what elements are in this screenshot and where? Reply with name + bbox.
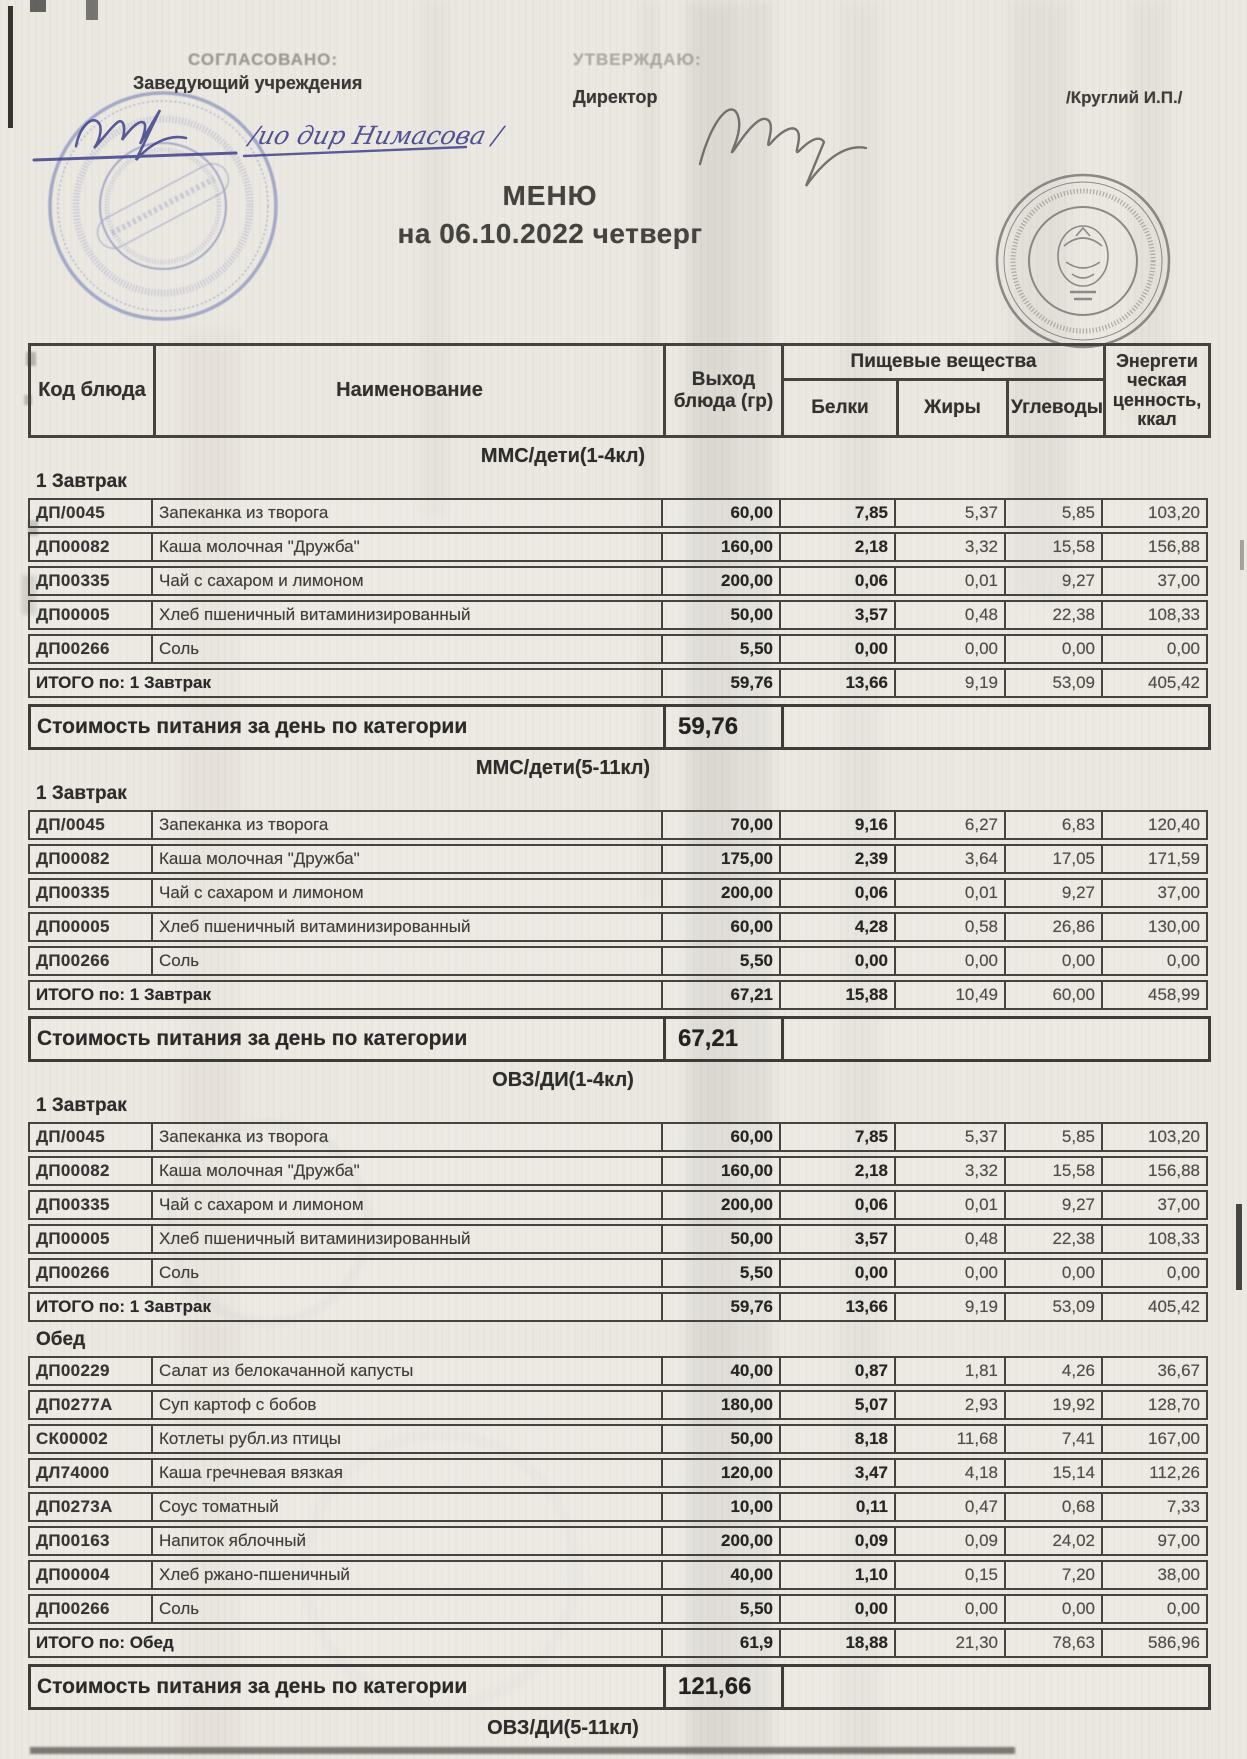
gray-round-stamp — [992, 170, 1174, 352]
out-cell: 40,00 — [663, 1560, 781, 1590]
table-row — [28, 600, 1208, 630]
dish-code-cell: ДП00005 — [28, 1224, 153, 1254]
total-label-cell: ИТОГО по: Обед — [28, 1628, 663, 1658]
total-label-cell: ИТОГО по: 1 Завтрак — [28, 668, 663, 698]
fat-cell: 3,64 — [896, 844, 1006, 874]
carbs-cell: 26,86 — [1006, 912, 1103, 942]
energy-cell: 120,40 — [1103, 810, 1208, 840]
energy-cell: 108,33 — [1103, 600, 1208, 630]
dish-name-cell: Запеканка из творога — [153, 498, 663, 528]
total-row — [28, 980, 1208, 1010]
menu-rows-table — [28, 494, 1208, 702]
energy-cell: 37,00 — [1103, 1190, 1208, 1220]
table-row — [28, 498, 1208, 528]
dish-code-cell: ДП00082 — [28, 1156, 153, 1186]
table-row — [28, 1560, 1208, 1590]
fat-cell: 2,93 — [896, 1390, 1006, 1420]
carbs-cell: 9,27 — [1006, 1190, 1103, 1220]
carbs-cell: 0,00 — [1006, 946, 1103, 976]
dish-name-cell: Салат из белокачанной капусты — [153, 1356, 663, 1386]
dish-name-cell: Соль — [153, 1594, 663, 1624]
carbs-cell: 22,38 — [1006, 1224, 1103, 1254]
energy-cell: 171,59 — [1103, 844, 1208, 874]
out-total-cell: 67,21 — [663, 980, 781, 1010]
carbs-cell: 15,58 — [1006, 532, 1103, 562]
menu-rows-table — [28, 1352, 1208, 1662]
approver-name: /Круглий И.П./ — [1066, 88, 1183, 107]
menu-table-area — [28, 343, 1208, 1743]
fat-cell: 4,18 — [896, 1458, 1006, 1488]
scan-mark — [8, 6, 13, 128]
table-row — [28, 1424, 1208, 1454]
dish-name-cell: Каша молочная "Дружба" — [153, 532, 663, 562]
out-cell: 50,00 — [663, 1424, 781, 1454]
out-cell: 60,00 — [663, 912, 781, 942]
dish-name-cell: Соль — [153, 946, 663, 976]
protein-cell: 0,06 — [781, 566, 896, 596]
protein-cell: 1,10 — [781, 1560, 896, 1590]
energy-cell: 128,70 — [1103, 1390, 1208, 1420]
out-cell: 180,00 — [663, 1390, 781, 1420]
energy-cell: 0,00 — [1103, 1594, 1208, 1624]
category-title: ОВЗ/ДИ(1-4кл) — [492, 1069, 634, 1091]
carbs-cell: 9,27 — [1006, 566, 1103, 596]
dish-code-cell: СК00002 — [28, 1424, 153, 1454]
protein-total-cell: 13,66 — [781, 668, 896, 698]
table-row — [28, 946, 1208, 976]
carbs-cell: 5,85 — [1006, 1122, 1103, 1152]
dish-name-cell: Каша молочная "Дружба" — [153, 1156, 663, 1186]
out-cell: 5,50 — [663, 1258, 781, 1288]
dish-name-cell: Соус томатный — [153, 1492, 663, 1522]
out-cell: 160,00 — [663, 1156, 781, 1186]
agreed-label: СОГЛАСОВАНО: — [188, 50, 339, 69]
meal-label: 1 Завтрак — [36, 1095, 127, 1116]
protein-cell: 5,07 — [781, 1390, 896, 1420]
table-row — [28, 1458, 1208, 1488]
total-row — [28, 1628, 1208, 1658]
menu-table-header — [28, 343, 1211, 438]
fat-cell: 0,00 — [896, 1594, 1006, 1624]
table-row — [28, 844, 1208, 874]
out-total-cell: 59,76 — [663, 1292, 781, 1322]
protein-cell: 0,00 — [781, 634, 896, 664]
table-row — [28, 1156, 1208, 1186]
category-title: ОВЗ/ДИ(5-11кл) — [487, 1717, 639, 1739]
fat-cell: 0,00 — [896, 634, 1006, 664]
cost-row — [28, 1664, 1211, 1710]
cost-row — [28, 1016, 1211, 1062]
fat-cell: 0,01 — [896, 566, 1006, 596]
dish-code-cell: ДП00266 — [28, 634, 153, 664]
meal-label: 1 Завтрак — [36, 783, 127, 804]
dish-code-cell: ДП00335 — [28, 1190, 153, 1220]
table-row — [28, 1258, 1208, 1288]
out-cell: 175,00 — [663, 844, 781, 874]
dish-code-cell: ДП00335 — [28, 878, 153, 908]
col-header-fat: Жиры — [898, 380, 1008, 437]
meal-label: Обед — [36, 1329, 86, 1350]
col-header-out: Выход блюда (гр) — [665, 345, 783, 437]
protein-cell: 8,18 — [781, 1424, 896, 1454]
fat-total-cell: 21,30 — [896, 1628, 1006, 1658]
category-title: ММС/дети(5-11кл) — [475, 757, 651, 779]
carbs-total-cell: 60,00 — [1006, 980, 1103, 1010]
dish-code-cell: ДП00163 — [28, 1526, 153, 1556]
dish-code-cell: ДП00266 — [28, 946, 153, 976]
energy-cell: 0,00 — [1103, 1258, 1208, 1288]
dish-code-cell: ДП00005 — [28, 912, 153, 942]
dish-code-cell: ДП0277А — [28, 1390, 153, 1420]
out-cell: 50,00 — [663, 1224, 781, 1254]
protein-cell: 0,09 — [781, 1526, 896, 1556]
fat-cell: 0,48 — [896, 1224, 1006, 1254]
menu-sections — [28, 445, 1208, 1740]
dish-name-cell: Напиток яблочный — [153, 1526, 663, 1556]
protein-cell: 0,87 — [781, 1356, 896, 1386]
carbs-cell: 15,14 — [1006, 1458, 1103, 1488]
protein-cell: 0,00 — [781, 1594, 896, 1624]
scan-mark — [1236, 1204, 1242, 1290]
energy-cell: 112,26 — [1103, 1458, 1208, 1488]
out-cell: 10,00 — [663, 1492, 781, 1522]
menu-rows-table — [28, 806, 1208, 1014]
cost-row-inner — [30, 1666, 1210, 1709]
out-cell: 200,00 — [663, 566, 781, 596]
protein-cell: 4,28 — [781, 912, 896, 942]
out-cell: 40,00 — [663, 1356, 781, 1386]
col-header-nutrients: Пищевые вещества — [783, 345, 1105, 380]
dish-name-cell: Хлеб ржано-пшеничный — [153, 1560, 663, 1590]
table-row — [28, 1390, 1208, 1420]
dish-code-cell: ДП/0045 — [28, 1122, 153, 1152]
cost-row-inner — [30, 706, 1210, 749]
energy-cell: 37,00 — [1103, 878, 1208, 908]
energy-cell: 130,00 — [1103, 912, 1208, 942]
dish-code-cell: ДП00082 — [28, 532, 153, 562]
fat-cell: 3,32 — [896, 532, 1006, 562]
table-row — [28, 1224, 1208, 1254]
dish-name-cell: Запеканка из творога — [153, 810, 663, 840]
total-row — [28, 1292, 1208, 1322]
energy-cell: 103,20 — [1103, 1122, 1208, 1152]
col-header-protein: Белки — [783, 380, 898, 437]
fat-cell: 0,09 — [896, 1526, 1006, 1556]
out-cell: 60,00 — [663, 1122, 781, 1152]
carbs-cell: 19,92 — [1006, 1390, 1103, 1420]
protein-total-cell: 15,88 — [781, 980, 896, 1010]
protein-cell: 0,06 — [781, 878, 896, 908]
dish-code-cell: ДП0273А — [28, 1492, 153, 1522]
protein-cell: 9,16 — [781, 810, 896, 840]
protein-cell: 0,11 — [781, 1492, 896, 1522]
carbs-cell: 7,20 — [1006, 1560, 1103, 1590]
table-row — [28, 1594, 1208, 1624]
dish-code-cell: ДП00266 — [28, 1594, 153, 1624]
fat-cell: 0,48 — [896, 600, 1006, 630]
fat-cell: 0,01 — [896, 1190, 1006, 1220]
document-date: на 06.10.2022 четверг — [397, 218, 703, 249]
out-cell: 50,00 — [663, 600, 781, 630]
carbs-total-cell: 53,09 — [1006, 1292, 1103, 1322]
dish-name-cell: Суп картоф с бобов — [153, 1390, 663, 1420]
fat-total-cell: 10,49 — [896, 980, 1006, 1010]
energy-cell: 156,88 — [1103, 532, 1208, 562]
col-header-carbs: Углеводы — [1008, 380, 1105, 437]
fat-cell: 0,47 — [896, 1492, 1006, 1522]
dish-name-cell: Соль — [153, 634, 663, 664]
dish-name-cell: Хлеб пшеничный витаминизированный — [153, 1224, 663, 1254]
table-row — [28, 912, 1208, 942]
out-cell: 200,00 — [663, 1190, 781, 1220]
dish-name-cell: Каша гречневая вязкая — [153, 1458, 663, 1488]
protein-total-cell: 18,88 — [781, 1628, 896, 1658]
fat-cell: 0,58 — [896, 912, 1006, 942]
energy-cell: 108,33 — [1103, 1224, 1208, 1254]
table-row — [28, 634, 1208, 664]
protein-cell: 7,85 — [781, 498, 896, 528]
energy-cell: 0,00 — [1103, 634, 1208, 664]
cost-empty-cell — [783, 1018, 1210, 1061]
protein-total-cell: 13,66 — [781, 1292, 896, 1322]
cost-label-cell: Стоимость питания за день по категории — [30, 1018, 665, 1061]
out-cell: 200,00 — [663, 1526, 781, 1556]
dish-name-cell: Каша молочная "Дружба" — [153, 844, 663, 874]
dish-name-cell: Чай с сахаром и лимоном — [153, 566, 663, 596]
cost-value-cell: 121,66 — [665, 1666, 783, 1709]
fat-cell: 3,32 — [896, 1156, 1006, 1186]
protein-cell: 0,00 — [781, 946, 896, 976]
out-cell: 60,00 — [663, 498, 781, 528]
col-header-code: Код блюда — [30, 345, 155, 437]
carbs-total-cell: 78,63 — [1006, 1628, 1103, 1658]
protein-cell: 3,57 — [781, 600, 896, 630]
dish-name-cell: Хлеб пшеничный витаминизированный — [153, 600, 663, 630]
energy-cell: 167,00 — [1103, 1424, 1208, 1454]
dish-code-cell: ДП00266 — [28, 1258, 153, 1288]
fat-cell: 0,01 — [896, 878, 1006, 908]
protein-cell: 2,18 — [781, 532, 896, 562]
cost-value-cell: 59,76 — [665, 706, 783, 749]
energy-cell: 103,20 — [1103, 498, 1208, 528]
carbs-cell: 9,27 — [1006, 878, 1103, 908]
energy-cell: 36,67 — [1103, 1356, 1208, 1386]
carbs-cell: 0,00 — [1006, 1594, 1103, 1624]
cost-value-cell: 67,21 — [665, 1018, 783, 1061]
table-row — [28, 1492, 1208, 1522]
energy-cell: 7,33 — [1103, 1492, 1208, 1522]
category-title: ММС/дети(1-4кл) — [480, 445, 646, 467]
cost-empty-cell — [783, 1666, 1210, 1709]
energy-total-cell: 405,42 — [1103, 1292, 1208, 1322]
out-cell: 5,50 — [663, 946, 781, 976]
scan-mark — [86, 0, 98, 20]
fat-cell: 1,81 — [896, 1356, 1006, 1386]
right-signature — [668, 82, 898, 197]
cost-label-cell: Стоимость питания за день по категории — [30, 706, 665, 749]
carbs-cell: 15,58 — [1006, 1156, 1103, 1186]
carbs-cell: 22,38 — [1006, 600, 1103, 630]
energy-cell: 37,00 — [1103, 566, 1208, 596]
next-table-edge — [30, 1747, 1015, 1754]
fat-cell: 5,37 — [896, 498, 1006, 528]
carbs-cell: 0,00 — [1006, 1258, 1103, 1288]
dish-code-cell: ДП/0045 — [28, 498, 153, 528]
out-cell: 200,00 — [663, 878, 781, 908]
menu-rows-table — [28, 1118, 1208, 1326]
dish-name-cell: Чай с сахаром и лимоном — [153, 1190, 663, 1220]
out-cell: 70,00 — [663, 810, 781, 840]
carbs-cell: 0,68 — [1006, 1492, 1103, 1522]
scan-mark — [1240, 540, 1244, 570]
fat-total-cell: 9,19 — [896, 668, 1006, 698]
energy-cell: 156,88 — [1103, 1156, 1208, 1186]
out-total-cell: 61,9 — [663, 1628, 781, 1658]
protein-cell: 0,00 — [781, 1258, 896, 1288]
carbs-cell: 17,05 — [1006, 844, 1103, 874]
carbs-cell: 5,85 — [1006, 498, 1103, 528]
fat-cell: 5,37 — [896, 1122, 1006, 1152]
dish-name-cell: Запеканка из творога — [153, 1122, 663, 1152]
energy-cell: 97,00 — [1103, 1526, 1208, 1556]
out-cell: 160,00 — [663, 532, 781, 562]
energy-total-cell: 586,96 — [1103, 1628, 1208, 1658]
dish-code-cell: ДП00082 — [28, 844, 153, 874]
cost-label-cell: Стоимость питания за день по категории — [30, 1666, 665, 1709]
protein-cell: 3,57 — [781, 1224, 896, 1254]
fat-cell: 11,68 — [896, 1424, 1006, 1454]
left-signature — [20, 96, 600, 180]
dish-name-cell: Чай с сахаром и лимоном — [153, 878, 663, 908]
protein-cell: 7,85 — [781, 1122, 896, 1152]
fat-cell: 6,27 — [896, 810, 1006, 840]
protein-cell: 3,47 — [781, 1458, 896, 1488]
left-signature-text: /ио дир Нимасова / — [246, 120, 506, 150]
col-header-name: Наименование — [155, 345, 665, 437]
dish-code-cell: ДП00005 — [28, 600, 153, 630]
dish-name-cell: Хлеб пшеничный витаминизированный — [153, 912, 663, 942]
table-row — [28, 566, 1208, 596]
dish-code-cell: ДП00004 — [28, 1560, 153, 1590]
carbs-cell: 0,00 — [1006, 634, 1103, 664]
cost-empty-cell — [783, 706, 1210, 749]
carbs-cell: 4,26 — [1006, 1356, 1103, 1386]
total-row — [28, 668, 1208, 698]
table-row — [28, 878, 1208, 908]
cost-row-inner — [30, 1018, 1210, 1061]
dish-name-cell: Соль — [153, 1258, 663, 1288]
cost-row — [28, 704, 1211, 750]
carbs-total-cell: 53,09 — [1006, 668, 1103, 698]
dish-code-cell: ДП/0045 — [28, 810, 153, 840]
meal-label: 1 Завтрак — [36, 471, 127, 492]
fat-cell: 0,15 — [896, 1560, 1006, 1590]
table-row — [28, 1526, 1208, 1556]
protein-cell: 2,39 — [781, 844, 896, 874]
table-row — [28, 1356, 1208, 1386]
energy-cell: 38,00 — [1103, 1560, 1208, 1590]
carbs-cell: 7,41 — [1006, 1424, 1103, 1454]
table-row — [28, 810, 1208, 840]
col-header-energy: Энергети ческая ценность, ккал — [1105, 345, 1210, 437]
dish-name-cell: Котлеты рубл.из птицы — [153, 1424, 663, 1454]
out-cell: 5,50 — [663, 634, 781, 664]
protein-cell: 2,18 — [781, 1156, 896, 1186]
table-row — [28, 532, 1208, 562]
out-total-cell: 59,76 — [663, 668, 781, 698]
dish-code-cell: ДП00335 — [28, 566, 153, 596]
document-title: МЕНЮ — [502, 180, 598, 211]
carbs-cell: 6,83 — [1006, 810, 1103, 840]
energy-total-cell: 458,99 — [1103, 980, 1208, 1010]
table-row — [28, 1122, 1208, 1152]
energy-cell: 0,00 — [1103, 946, 1208, 976]
energy-total-cell: 405,42 — [1103, 668, 1208, 698]
agreed-role: Заведующий учреждения — [133, 73, 363, 93]
out-cell: 120,00 — [663, 1458, 781, 1488]
scan-mark — [30, 0, 46, 12]
dish-code-cell: ДЛ74000 — [28, 1458, 153, 1488]
approve-role: Директор — [573, 87, 658, 107]
total-label-cell: ИТОГО по: 1 Завтрак — [28, 1292, 663, 1322]
protein-cell: 0,06 — [781, 1190, 896, 1220]
carbs-cell: 24,02 — [1006, 1526, 1103, 1556]
fat-cell: 0,00 — [896, 1258, 1006, 1288]
fat-total-cell: 9,19 — [896, 1292, 1006, 1322]
out-cell: 5,50 — [663, 1594, 781, 1624]
table-row — [28, 1190, 1208, 1220]
approve-label: УТВЕРЖДАЮ: — [573, 50, 702, 69]
dish-code-cell: ДП00229 — [28, 1356, 153, 1386]
fat-cell: 0,00 — [896, 946, 1006, 976]
total-label-cell: ИТОГО по: 1 Завтрак — [28, 980, 663, 1010]
